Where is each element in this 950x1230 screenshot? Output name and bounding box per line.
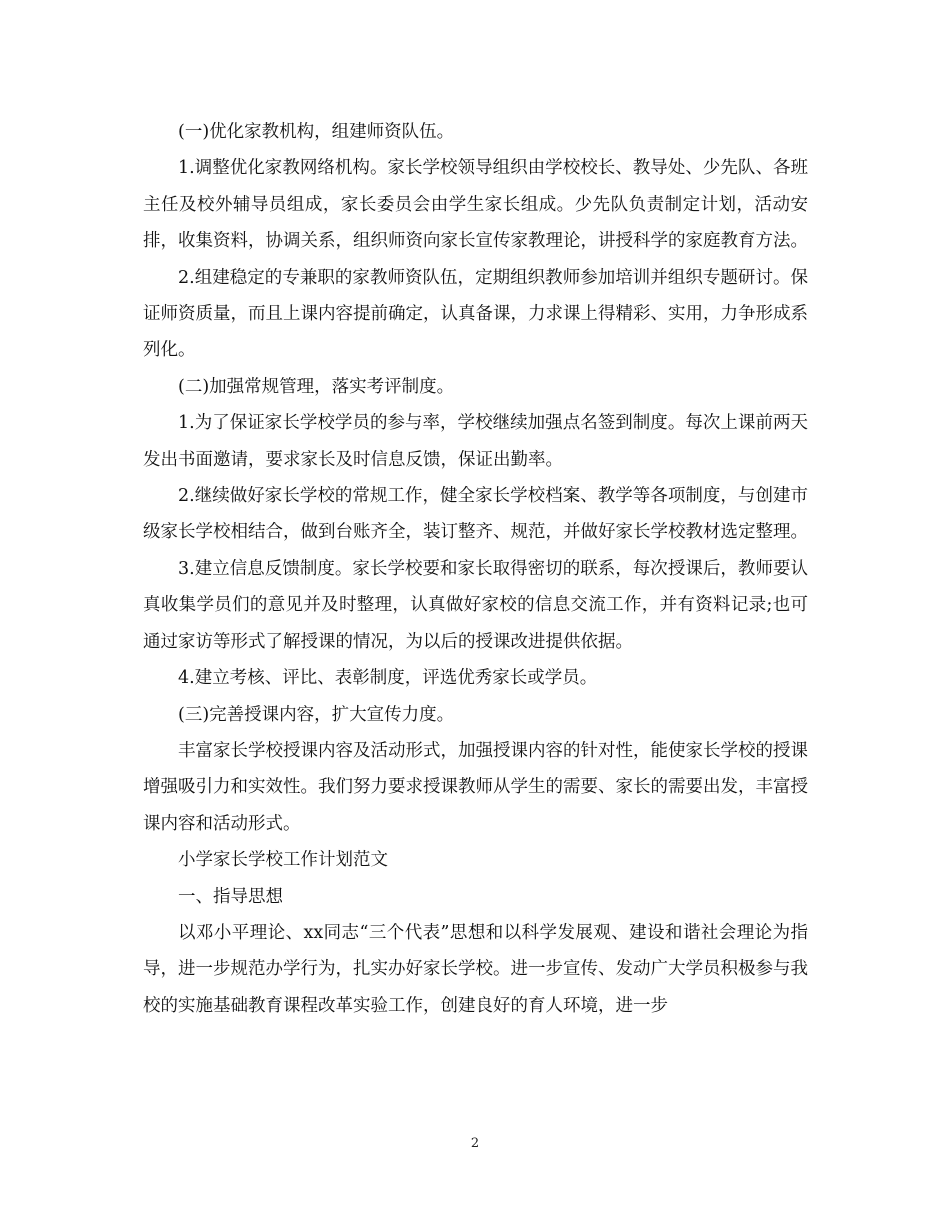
paragraph-2-1: 1.为了保证家长学校学员的参与率，学校继续加强点名签到制度。每次上课前两天发出书面邀请，要求家长及时信息反馈，保证出勤率。	[143, 413, 808, 470]
paragraph-2-2: 2.继续做好家长学校的常规工作，健全家长学校档案、教学等各项制度，与创建市级家长学校相结合，做到台账齐全，装订整齐、规范，并做好家长学校教材选定整理。	[143, 486, 808, 543]
paragraph-2-4: 4.建立考核、评比、表彰制度，评选优秀家长或学员。	[178, 668, 598, 689]
paragraph-1-1: 1.调整优化家教网络机构。家长学校领导组织由学校校长、教导处、少先队、各班主任及校外辅导员组成，家长委员会由学生家长组成。少先队负责制定计划，活动安排，收集资料，协调关系，组织师资向家长宣传家教理论，讲授科学的家庭教育方法。	[143, 158, 808, 252]
section-heading-3: (三)完善授课内容，扩大宣传力度。	[178, 704, 455, 725]
document-title: 小学家长学校工作计划范文	[178, 850, 388, 871]
paragraph-guiding-thought: 以邓小平理论、xx同志“三个代表”思想和以科学发展观、建设和谐社会理论为指导，进一步规范办学行为，扎实办好家长学校。进一步宣传、发动广大学员积极参与我校的实施基础教育课程改革实验工作，创建良好的育人环境，进一步	[143, 922, 808, 1016]
paragraph-2-3: 3.建立信息反馈制度。家长学校要和家长取得密切的联系，每次授课后，教师要认真收集学员们的意见并及时整理，认真做好家校的信息交流工作，并有资料记录;也可通过家访等形式了解授课的情况，为以后的授课改进提供依据。	[143, 558, 808, 652]
document-body	[143, 114, 808, 1024]
section-heading-guiding-thought: 一、指导思想	[178, 886, 283, 907]
paragraph-3-1: 丰富家长学校授课内容及活动形式，加强授课内容的针对性，能使家长学校的授课增强吸引力和实效性。我们努力要求授课教师从学生的需要、家长的需要出发，丰富授课内容和活动形式。	[143, 740, 808, 834]
paragraph-1-2: 2.组建稳定的专兼职的家教师资队伍，定期组织教师参加培训并组织专题研讨。保证师资质量，而且上课内容提前确定，认真备课，力求课上得精彩、实用，力争形成系列化。	[143, 267, 808, 361]
page-number: 2	[470, 1136, 480, 1151]
section-heading-1: (一)优化家教机构，组建师资队伍。	[178, 122, 455, 142]
section-heading-2: (二)加强常规管理，落实考评制度。	[178, 376, 455, 397]
